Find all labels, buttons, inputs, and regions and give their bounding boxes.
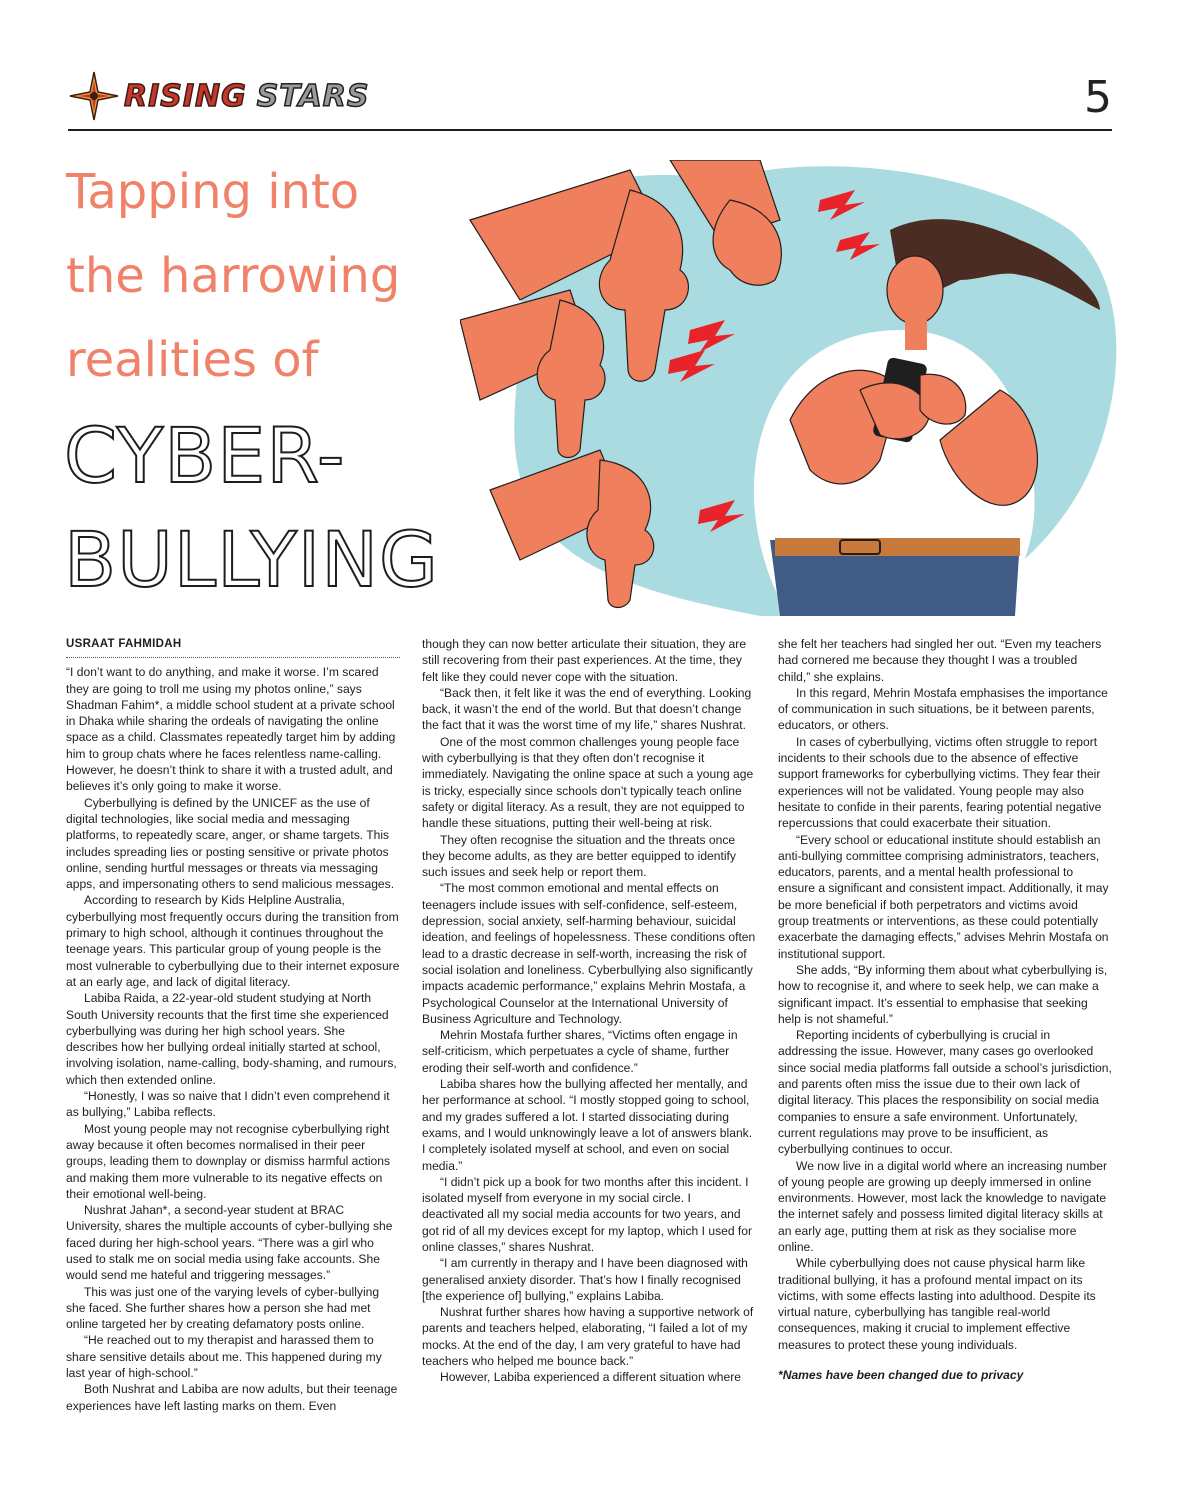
byline: USRAAT FAHMIDAH: [66, 636, 400, 658]
article-column-1: [66, 636, 400, 1414]
paragraph: In this regard, Mehrin Mostafa emphasises the importance of communication in such situations, be it between parents, educators, or others.: [778, 685, 1108, 733]
paragraph: “I don’t want to do anything, and make it worse. I’m scared they are going to troll me using my photos online,” says Shadman Fahim*, a middle school student at a private school in Dhaka while sharing the ordeals of navigating the online space as a child. Classmates repeatedly target him by adding him to group chats where he faces relentless name-calling. However, he doesn’t think to share it with a trusted adult, and believes it’s only going to make it worse.: [66, 665, 396, 794]
privacy-note: *Names have been changed due to privacy: [778, 1368, 1024, 1383]
article-column-3: [778, 636, 1112, 1383]
headline-line-1: Tapping into: [66, 164, 360, 220]
masthead: [68, 70, 1112, 130]
paragraph: Most young people may not recognise cyberbullying right away because it often becomes normalised in their peer groups, leading them to downplay or dismiss harmful actions and making them more vulnerable to its negative effects on their emotional well-being.: [66, 1121, 391, 1201]
paragraph: “Back then, it felt like it was the end of everything. Looking back, it wasn’t the end of the world. But that doesn’t change the fact that it was the worst time of my life,” shares Nushrat.: [422, 685, 752, 733]
headline-big-bullying: BULLYING: [64, 515, 439, 604]
page-number: 5: [1084, 72, 1112, 123]
paragraph: In cases of cyberbullying, victims often struggle to report incidents to their schools due to the absence of effective support frameworks for cyberbullying victims. They fear their experiences will not be validated. Young people may also hesitate to confide in their parents, fearing potential negative repercussions that could exacerbate their situation.: [778, 734, 1102, 831]
thumbs-down-hand-4: [490, 450, 654, 608]
paragraph: This was just one of the varying levels of cyber-bullying she faced. She further shares how a person she had met online targeted her by creating defamatory posts online.: [66, 1284, 380, 1332]
paragraph: However, Labiba experienced a different situation where: [440, 1370, 741, 1385]
masthead-rule: [68, 129, 1112, 131]
article-column-2: [422, 636, 756, 1386]
brand-word-rising: RISING: [124, 78, 247, 114]
paragraph: Labiba Raida, a 22-year-old student studying at North South University recounts that the first time she experienced cyberbullying was during her high school years. She describes how her bullying ordeal initially started at school, involving isolation, name-calling, body-shaming, and rumours, which then extended online.: [66, 991, 397, 1087]
paragraph: Both Nushrat and Labiba are now adults, but their teenage experiences have left lasting marks on them. Even: [66, 1382, 398, 1413]
brand-word-stars: STARS: [256, 78, 370, 114]
brand-logo[interactable]: [68, 70, 369, 122]
headline: [66, 150, 486, 402]
paragraph: She adds, “By informing them about what cyberbullying is, how to recognise it, and where to seek help, we can make a significant impact. It’s essential to emphasise that seeking help is not shameful.”: [778, 962, 1108, 1026]
paragraph: “I am currently in therapy and I have been diagnosed with generalised anxiety disorder. That’s how I finally recognised [the experience of] bullying,” explains Labiba.: [422, 1256, 748, 1303]
paragraph: “Honestly, I was so naive that I didn’t even comprehend it as bullying,” Labiba reflects.: [66, 1089, 390, 1120]
headline-line-2: the harrowing: [66, 248, 401, 304]
headline-line-3: realities of: [66, 332, 319, 388]
paragraph: Labiba shares how the bullying affected her mentally, and her performance at school. “I mostly stopped going to school, and my grades suffered a lot. I started dissociating during exams, and I would unknowingly leave a lot of answers blank. I completely isolated myself at school, and even on social media.”: [422, 1077, 753, 1173]
paragraph: “The most common emotional and mental effects on teenagers include issues with self-confidence, self-esteem, depression, social anxiety, self-harming behaviour, suicidal ideation, and feelings of hopelessness. These conditions often lead to a drastic decrease in self-worth, increasing the risk of social isolation and loneliness. Cyberbullying also significantly impacts academic performance,” explains Mehrin Mostafa, a Psychological Counselor at the International University of Business Agriculture and Technology.: [422, 881, 756, 1026]
paragraph: We now live in a digital world where an increasing number of young people are growing up deeply immersed in online environments. However, most lack the knowledge to navigate the internet safely and possess limited digital literacy skills at an early age, putting them at risk as they socialise more online.: [778, 1158, 1108, 1254]
paragraph: Reporting incidents of cyberbullying is crucial in addressing the issue. However, many cases go overlooked since social media platforms fall outside a school’s jurisdiction, and parents often miss the issue due to their own lack of digital literacy. This places the responsibility on social media companies to ensure a safe environment. Unfortunately, current regulations may prove to be insufficient, as cyberbullying continues to occur.: [778, 1028, 1112, 1157]
paragraph: Nushrat Jahan*, a second-year student at BRAC University, shares the multiple accounts of cyber-bullying she faced during her high-school years. “There was a girl who used to stalk me on social media using fake accounts. She would send me hateful and triggering messages.”: [66, 1203, 393, 1283]
cyberbullying-illustration: [460, 160, 1120, 616]
paragraph: Cyberbullying is defined by the UNICEF as the use of digital technologies, like social media and messaging platforms, to repeatedly scare, anger, or shame targets. This includes spreading lies or posting sensitive or private photos online, sending hurtful messages or threats via messaging apps, and impersonating others to send malicious messages.: [66, 795, 395, 892]
paragraph: One of the most common challenges young people face with cyberbullying is that they often don’t recognise it immediately. Navigating the online space at such a young age is tricky, especially since schools don’t typically teach online safety or digital literacy. As a result, they are not equipped to handle these situations, putting their well-being at risk.: [422, 734, 754, 831]
paragraph: though they can now better articulate their situation, they are still recovering from their past experiences. At the time, they felt like they could never cope with the situation.: [422, 637, 747, 684]
paragraph: “Every school or educational institute should establish an anti-bullying committee comprising administrators, teachers, educators, parents, and a mental health professional to ensure a significant and consistent impact. Additionally, it may be more beneficial if both perpetrators and victims avoid group treatments or interventions, as these could potentially exacerbate the damaging effects,” advises Mehrin Mostafa on institutional support.: [778, 832, 1109, 961]
paragraph: They often recognise the situation and the threats once they become adults, as they are better equipped to identify such issues and seek help or report them.: [422, 832, 736, 880]
compass-star-icon: [68, 70, 120, 122]
paragraph: she felt her teachers had singled her out. “Even my teachers had cornered me because they thought I was a troubled child,” she explains.: [778, 637, 1102, 684]
paragraph: While cyberbullying does not cause physical harm like traditional bullying, it has a profound mental impact on its victims, with some effects lasting into adulthood. Despite its virtual nature, cyberbullying has tangible real-world consequences, making it crucial to implement effective measures to protect these young individuals.: [778, 1256, 1096, 1352]
headline-big-cyber: CYBER-: [64, 411, 346, 500]
paragraph: According to research by Kids Helpline Australia, cyberbullying most frequently occurs during the transition from primary to high school, although it continues throughout the teenage years. This particular group of young people is the most vulnerable to cyberbullying due to their internet exposure at an early age, and lack of digital literacy.: [66, 893, 400, 989]
paragraph: Mehrin Mostafa further shares, “Victims often engage in self-criticism, which perpetuates a cycle of shame, further eroding their self-worth and confidence.”: [422, 1028, 738, 1075]
paragraph: “I didn’t pick up a book for two months after this incident. I isolated myself from everyone in my social circle. I deactivated all my social media accounts for two years, and got rid of all my devices except for my laptop, which I used for online classes,” shares Nushrat.: [422, 1174, 753, 1254]
paragraph: Nushrat further shares how having a supportive network of parents and teachers helped, elaborating, “I failed a lot of my mocks. At the end of the day, I am very grateful to have had teachers who helped me bounce back.”: [422, 1305, 754, 1369]
paragraph: “He reached out to my therapist and harassed them to share sensitive details about me. This happened during my last year of high-school.”: [66, 1333, 382, 1381]
